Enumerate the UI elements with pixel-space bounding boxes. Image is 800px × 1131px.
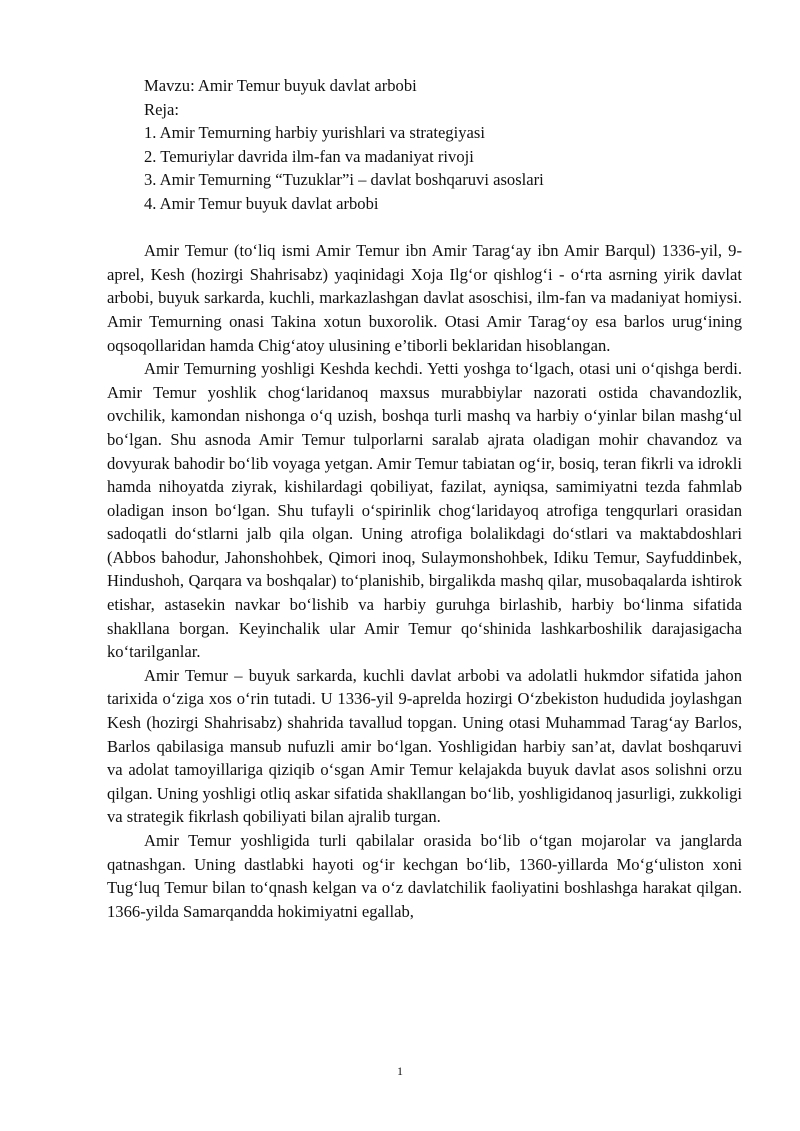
- plan-block: [107, 74, 742, 216]
- blank-line: [107, 216, 742, 240]
- plan-item-2: 2. Temuriylar davrida ilm-fan va madaniyat rivoji: [144, 146, 474, 166]
- paragraph-1: Amir Temur (to‘liq ismi Amir Temur ibn Amir Tarag‘ay ibn Amir Barqul) 1336-yil, 9-aprel, Kesh (hozirgi Shahrisabz) yaqinidagi Xoja Ilg‘or qishlog‘i - o‘rta asrning yirik davlat arbobi, buyuk sarkarda, kuchli, markazlashgan davlat asoschisi, ilm-fan va madaniyat homiysi. Amir Temurning onasi Takina xotun buxorolik. Otasi Amir Tarag‘oy esa barlos urug‘ining oqsoqollaridan hamda Chig‘atoy ulusining e’tiborli beklaridan hisoblangan.: [107, 241, 742, 355]
- page-content: [107, 74, 742, 923]
- paragraph-3: Amir Temur – buyuk sarkarda, kuchli davlat arbobi va adolatli hukmdor sifatida jahon tarixida o‘ziga xos o‘rin tutadi. U 1336-yil 9-aprelda hozirgi O‘zbekiston hududida joylashgan Kesh (hozirgi Shahrisabz) shahrida tavallud topgan. Uning otasi Muhammad Tarag‘ay Barlos, Barlos qabilasiga mansub nufuzli amir bo‘lgan. Yoshligidan harbiy san’at, davlat boshqaruvi va adolat tamoyillariga qiziqib o‘sgan Amir Temur kelajakda buyuk davlat asos solishni orzu qilgan. Uning yoshligi otliq askar sifatida shakllangan bo‘lib, yoshligidanoq jasurligi, zukkoligi va strategik fikrlash qobiliyati bilan ajralib turgan.: [107, 665, 742, 827]
- plan-item-3: 3. Amir Temurning “Tuzuklar”i – davlat boshqaruvi asoslari: [144, 170, 544, 190]
- topic-line: Mavzu: Amir Temur buyuk davlat arbobi: [144, 76, 417, 95]
- page-number: 1: [397, 1064, 403, 1078]
- plan-heading: Reja:: [144, 99, 180, 119]
- plan-item-4: 4. Amir Temur buyuk davlat arbobi: [144, 193, 379, 213]
- paragraph-4: Amir Temur yoshligida turli qabilalar orasida bo‘lib o‘tgan mojarolar va janglarda qatnashgan. Uning dastlabki hayoti og‘ir kechgan bo‘lib, 1360-yillarda Mo‘g‘uliston xoni Tug‘luq Temur bilan to‘qnash kelgan va o‘z davlatchilik faoliyatini boshlashga harakat qilgan. 1366-yilda Samarqandda hokimiyatni egallab,: [107, 831, 742, 921]
- paragraph-2: Amir Temurning yoshligi Keshda kechdi. Yetti yoshga to‘lgach, otasi uni o‘qishga berdi. Amir Temur yoshlik chog‘laridanoq maxsus murabbiylar nazorati ostida chavandozlik, ovchilik, kamondan nishonga o‘q uzish, boshqa turli mashq va harbiy o‘yinlar bilan mashg‘ul bo‘lgan. Shu asnoda Amir Temur tulporlarni saralab ajrata oladigan mohir chavandoz va dovyurak bahodir bo‘lib voyaga yetgan. Amir Temur tabiatan og‘ir, bosiq, teran fikrli va idrokli hamda nihoyatda ziyrak, kishilardagi qobiliyat, fazilat, ayniqsa, samimiyatni tezda fahmlab oladigan inson bo‘lgan. Shu tufayli o‘spirinlik chog‘laridayoq atrofiga tengqurlari orasidan sadoqatli do‘stlarni jalb qila olgan. Uning atrofiga bolalikdagi do‘stlari va maktabdoshlari (Abbos bahodur, Jahonshohbek, Qimori inoq, Sulaymonshohbek, Idiku Temur, Sayfuddinbek, Hindushoh, Qarqara va boshqalar) to‘planishib, birgalikda mashq qilar, musobaqalarda ishtirok etishar, astasekin navkar bo‘lishib va harbiy guruhga birlashib, harbiy bo‘linma sifatida shakllana borgan. Keyinchalik ular Amir Temur qo‘shinida lashkarboshilik darajasigacha ko‘tarilganlar.: [107, 359, 742, 662]
- plan-item-1: 1. Amir Temurning harbiy yurishlari va strategiyasi: [144, 123, 485, 143]
